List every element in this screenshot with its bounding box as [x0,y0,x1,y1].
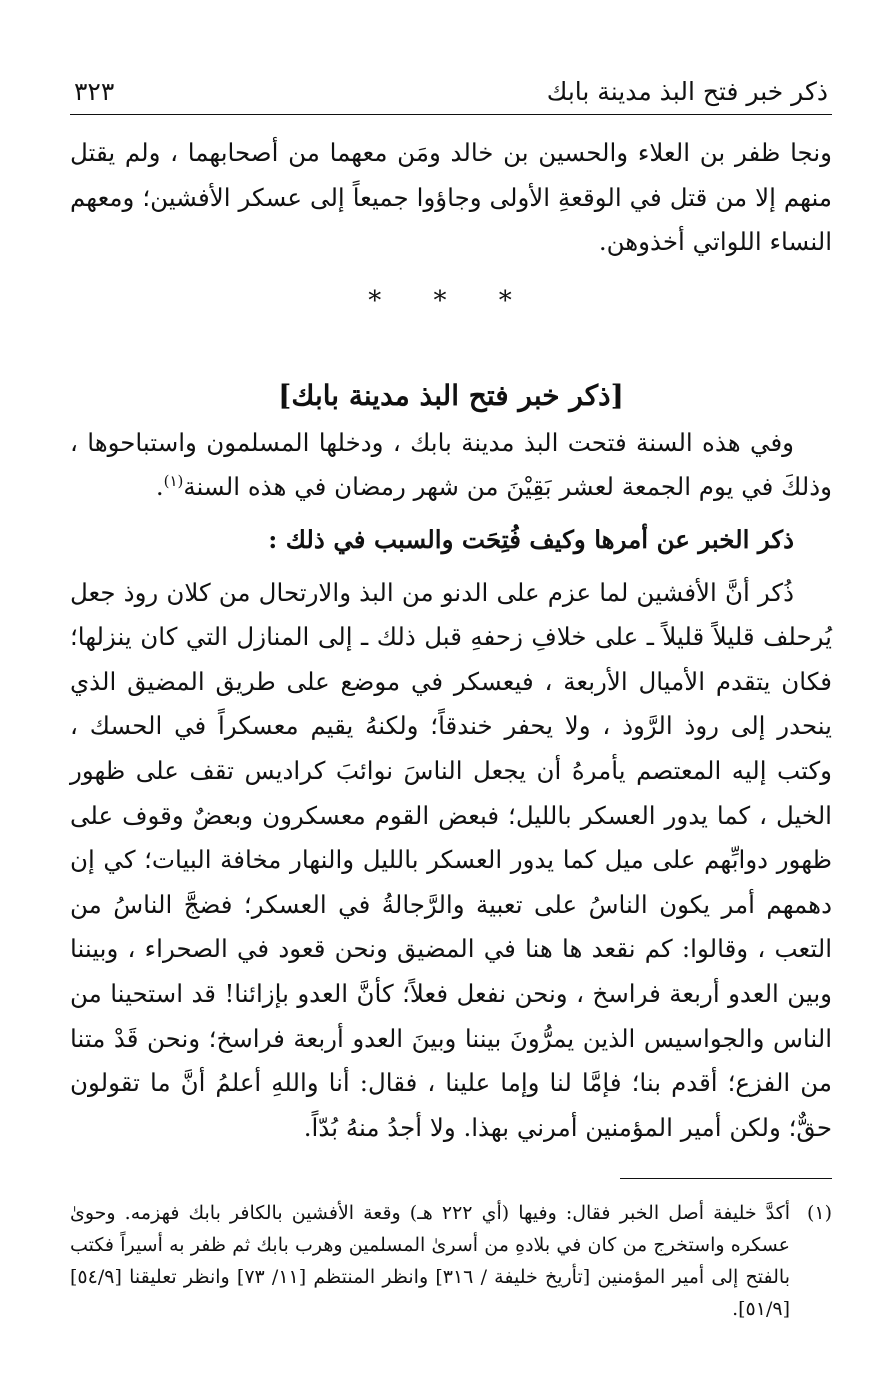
running-title: ذكر خبر فتح البذ مدينة بابك [546,77,828,106]
section-paragraph-2: ذُكر أنَّ الأفشين لما عزم على الدنو من البذ والارتحال من كلان روذ جعل يُرحلف قليلاً قليلاً ـ على خلافِ زحفهِ قبل ذلك ـ إلى المنازل التي كان ينزلها؛ فكان يتقدم الأميال الأربعة ، فيعسكر في موضع على طريق المضيق الذي ينحدر إلى روذ الرَّوذ ، ولا يحفر خندقاً؛ ولكنهُ يقيم معسكراً في الحسك ، وكتب إليه المعتصم يأمرهُ أن يجعل الناسَ نوائبَ كراديس تقف على ظهور الخيل ، كما يدور العسكر بالليل؛ فبعض القوم معسكرون وبعضٌ وقوف على ظهور دوابِّهم على ميل كما يدور العسكر بالليل والنهار مخافة البيات؛ كي إن دهمهم أمر يكون الناسُ على تعبية والرَّجالةُ في العسكر؛ فضجَّ الناسُ من التعب ، وقالوا: كم نقعد ها هنا في المضيق ونحن قعود في الصحراء ، وبيننا وبين العدو أربعة فراسخ ، ونحن نفعل فعلاً؛ كأنَّ العدو بإزائنا! قد استحينا من الناس والجواسيس الذين يمرُّونَ بيننا وبينَ العدو أربعة فراسخ؛ ونحن قَدْ متنا من الفزع؛ أقدم بنا؛ فإمَّا لنا وإما علينا ، فقال: أنا واللهِ أعلمُ أنَّ ما تقولون حقٌّ؛ ولكن أمير المؤمنين أمرني بهذا. ولا أجدُ منهُ بُدّاً. [70,577,832,1142]
header-rule [70,114,832,115]
paragraph-1-end: . [155,472,164,502]
book-page [70,70,832,1325]
section-separator-stars: * * * [368,285,534,316]
subheading: ذكر الخبر عن أمرها وكيف فُتِحَت والسبب في ذلك : [268,524,794,554]
page-number: ٣٢٣ [74,77,115,106]
paragraph-1-text: وفي هذه السنة فتحت البذ مدينة بابك ، ودخلها المسلمون واستباحوها ، وذلكَ في يوم الجمعة لعشر بَقِيْنَ من شهر رمضان في هذه السنة [70,427,832,502]
footnote [70,1197,832,1325]
footnote-rule [620,1178,832,1179]
section-title: [ذكر خبر فتح البذ مدينة بابك] [278,378,624,412]
footnote-reference[interactable]: (١) [163,472,184,491]
footnote-mark: (١) [806,1202,832,1225]
section-paragraph-1 [70,421,832,510]
intro-paragraph: ونجا ظفر بن العلاء والحسين بن خالد ومَن معهما من أصحابهما ، ولم يقتل منهم إلا من قتل في الوقعةِ الأولى وجاؤوا جميعاً إلى عسكر الأفشين؛ ومعهم النساء اللواتي أخذوهن. [70,138,832,257]
footnote-text: أكدَّ خليفة أصل الخبر فقال: وفيها (أي ٢٢٢ هـ) وقعة الأفشين بالكافر بابك فهزمه. وحوىٰ عسكره واستخرج من كان في بلادهِ من أسرىٰ المسلمين وهرب بابك ثم ظفر به أسيراً فكتب بالفتح إلى أمير المؤمنين [تأريخ خليفة / ٣١٦] وانظر المنتظم [١١/ ٧٣] وانظر تعليقنا [٥٤/٩][٥١/٩]. [70,1202,790,1321]
running-header [70,70,832,106]
